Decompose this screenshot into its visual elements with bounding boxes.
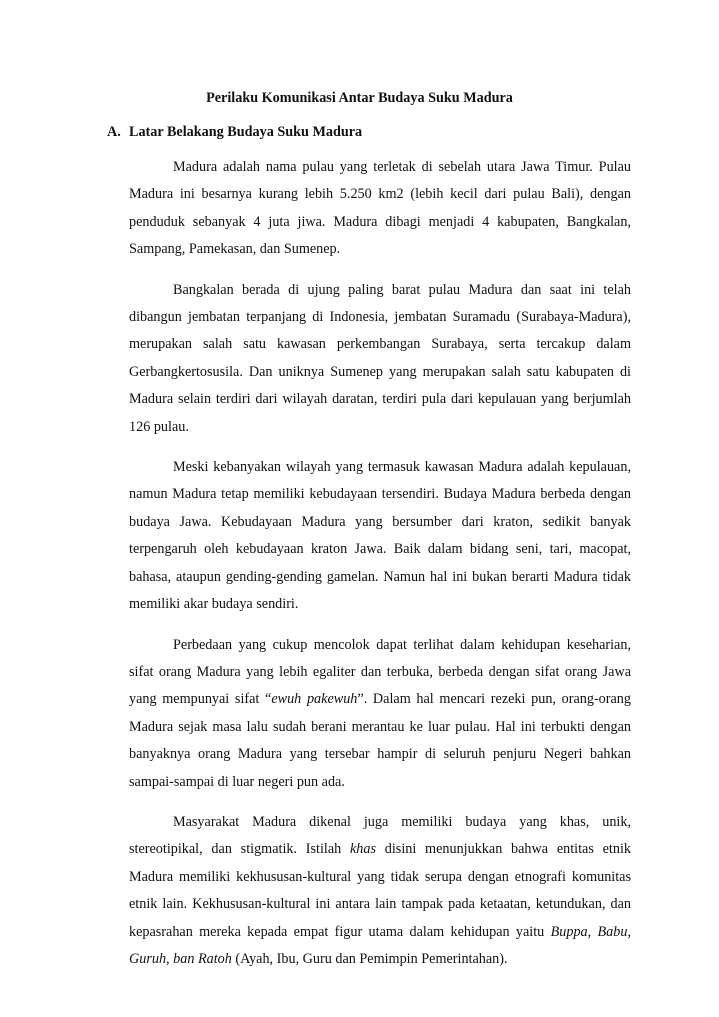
paragraph-5-italic-khas: khas (350, 841, 377, 858)
paragraph-5 (129, 809, 631, 973)
section-number: A. (107, 124, 121, 140)
section-heading (107, 124, 362, 141)
body-text (129, 154, 631, 986)
paragraph-4-text-a: Perbedaan yang cukup mencolok dapat terlihat dalam kehidupan keseharian, sifat orang Madura yang lebih egaliter dan terbuka, berbeda dengan sifat orang Jawa yang mempunyai sifat “ (129, 636, 631, 708)
paragraph-4 (129, 632, 631, 796)
paragraph-2: Bangkalan berada di ujung paling barat pulau Madura dan saat ini telah dibangun jembatan terpanjang di Indonesia, jembatan Suramadu (Surabaya-Madura), merupakan salah satu kawasan perkembangan Surabaya, serta tercakup dalam Gerbangkertosusila. Dan uniknya Sumenep yang merupakan salah satu kabupaten di Madura selain terdiri dari wilayah daratan, terdiri pula dari kepulauan yang berjumlah 126 pulau. (129, 281, 631, 435)
paragraph-4-text-b: ”. Dalam hal mencari rezeki pun, orang-orang Madura sejak masa lalu sudah berani merantau ke luar pulau. Hal ini terbukti dengan banyaknya orang Madura yang tersebar hampir di seluruh penjuru Negeri bahkan sampai-sampai di luar negeri pun ada. (129, 691, 631, 790)
paragraph-1: Madura adalah nama pulau yang terletak di sebelah utara Jawa Timur. Pulau Madura ini besarnya kurang lebih 5.250 km2 (lebih kecil dari pulau Bali), dengan penduduk sebanyak 4 juta jiwa. Madura dibagi menjadi 4 kabupaten, Bangkalan, Sampang, Pamekasan, dan Sumenep. (129, 159, 631, 258)
paragraph-5-italic-figures: Buppa, Babu, Guruh, ban Ratoh (129, 923, 631, 967)
paragraph-3: Meski kebanyakan wilayah yang termasuk kawasan Madura adalah kepulauan, namun Madura tetap memiliki kebudayaan tersendiri. Budaya Madura berbeda dengan budaya Jawa. Kebudayaan Madura yang bersumber dari kraton, sedikit banyak terpengaruh oleh kebudayaan kraton Jawa. Baik dalam bidang seni, tari, macopat, bahasa, ataupun gending-gending gamelan. Namun hal ini bukan berarti Madura tidak memiliki akar budaya sendiri. (129, 459, 631, 613)
paragraph-5-text-b: disini menunjukkan bahwa entitas etnik Madura memiliki kekhususan-kultural yang tidak serupa dengan etnografi komunitas etnik lain. Kekhususan-kultural ini antara lain tampak pada ketaatan, ketundukan, dan kepasrahan mereka kepada empat figur utama dalam kehidupan yaitu (129, 841, 631, 940)
paragraph-4-italic: ewuh pakewuh (271, 691, 358, 708)
paragraph-5-text-a: Masyarakat Madura dikenal juga memiliki budaya yang khas, unik, stereotipikal, dan stigmatik. Istilah (129, 813, 631, 858)
section-heading-text: Latar Belakang Budaya Suku Madura (129, 124, 363, 140)
page-title: Perilaku Komunikasi Antar Budaya Suku Madura (206, 90, 513, 106)
paragraph-5-text-c: (Ayah, Ibu, Guru dan Pemimpin Pemerintahan). (231, 950, 508, 967)
